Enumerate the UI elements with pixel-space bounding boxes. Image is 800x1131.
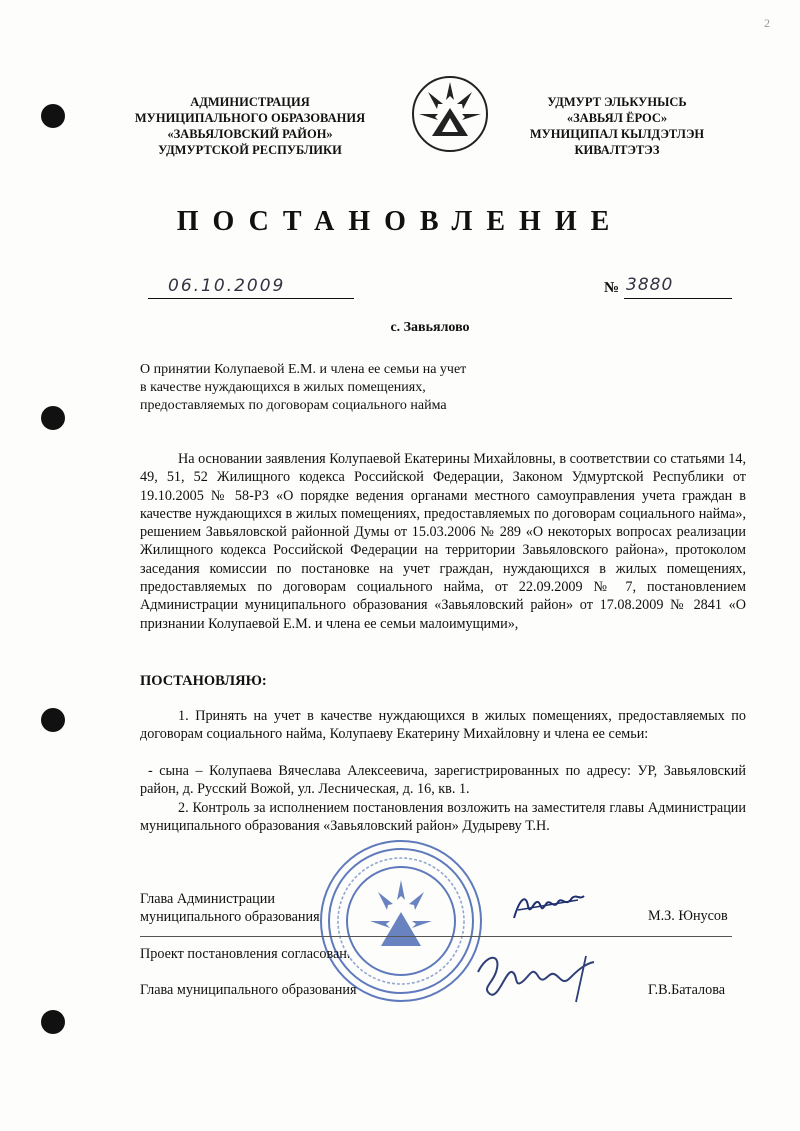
handwritten-signature-1: [508, 888, 588, 928]
punch-hole: [41, 406, 65, 430]
decree-item-1-sub: - сына – Колупаева Вячеслава Алексеевича, зарегистрированных по адресу: УР, Завьяловский район, д. Русский Вожой, ул. Лесническая, д. 16, кв. 1.: [140, 763, 746, 798]
subject-line: в качестве нуждающихся в жилых помещениях,: [140, 380, 426, 395]
page-corner-mark: 2: [764, 16, 770, 30]
header-left-line: УДМУРТСКОЙ РЕСПУБЛИКИ: [158, 143, 342, 157]
subject-line: О принятии Колупаевой Е.М. и члена ее семьи на учет: [140, 362, 467, 377]
header-right-line: УДМУРТ ЭЛЬКУНЫСЬ: [547, 95, 687, 109]
document-place: с. Завьялово: [390, 320, 470, 335]
document-title: ПОСТАНОВЛЕНИЕ: [176, 206, 624, 237]
official-seal-stamp: [318, 838, 484, 1004]
header-right-line: «ЗАВЬЯЛ ЁРОС»: [566, 111, 668, 125]
signature-divider: [140, 936, 732, 937]
head2-title: Глава муниципального образования: [140, 982, 357, 998]
header-left-line: АДМИНИСТРАЦИЯ: [190, 95, 310, 109]
head-name: М.З. Юнусов: [648, 908, 728, 924]
decree-item-2: 2. Контроль за исполнением постановления возложить на заместителя главы Администрации муниципального образования «Завьяловский район» Дудыреву Т.Н.: [140, 800, 746, 835]
header-right-line: МУНИЦИПАЛ КЫЛДЭТЛЭН: [529, 127, 705, 141]
number-sign: №: [604, 280, 620, 296]
decree-item-1: 1. Принять на учет в качестве нуждающихся в жилых помещениях, предоставляемых по договорам социального найма, Колупаеву Екатерину Михайловну и члена ее семьи:: [140, 708, 746, 743]
punch-hole: [41, 104, 65, 128]
document-number: 3880: [626, 275, 674, 295]
punch-hole: [41, 1010, 65, 1034]
head-title-line: Глава Администрации: [140, 891, 275, 907]
header-left-line: «ЗАВЬЯЛОВСКИЙ РАЙОН»: [167, 127, 333, 141]
header-right-line: КИВАЛТЭТЭЗ: [574, 143, 660, 157]
date-underline: [148, 298, 354, 299]
handwritten-signature-2: [468, 942, 608, 1012]
document-subject: [140, 361, 560, 415]
preamble-paragraph: На основании заявления Колупаевой Екатерины Михайловны, в соответствии со статьями 14, 49, 51, 52 Жилищного кодекса Российской Федерации, Законом Удмуртской Республики от 19.10.2005 № 58-РЗ «О порядке ведения органами местного самоуправления учета граждан в качестве нуждающихся в жилых помещениях, предоставляемых по договорам социального найма», решением Завьяловской районной Думы от 15.03.2006 № 289 «О некоторых вопросах реализации Жилищного кодекса Российской Федерации на территории Завьяловского района», протоколом заседания комиссии по постановке на учет граждан, нуждающихся в жилых помещениях, предоставляемых по договорам социального найма, от 22.09.2009 № 7, постановлением Администрации муниципального образования «Завьяловский район» от 17.08.2009 № 2841 «О признании Колупаевой Е.М. и члена ее семьи малоимущими»,: [140, 451, 746, 632]
header-left-line: МУНИЦИПАЛЬНОГО ОБРАЗОВАНИЯ: [134, 111, 366, 125]
subject-line: предоставляемых по договорам социального найма: [140, 398, 447, 413]
draft-agreement-note: Проект постановления согласован.: [140, 946, 351, 962]
punch-hole: [41, 708, 65, 732]
header-left: [120, 94, 380, 158]
head2-name: Г.В.Баталова: [648, 982, 726, 998]
head-title-line: муниципального образования: [140, 909, 320, 925]
coat-of-arms-emblem-icon: [410, 74, 490, 154]
number-underline: [624, 298, 732, 299]
header-right: [512, 94, 722, 158]
head-title: [140, 890, 320, 926]
document-date: 06.10.2009: [168, 276, 286, 296]
decree-heading: ПОСТАНОВЛЯЮ:: [140, 673, 267, 689]
